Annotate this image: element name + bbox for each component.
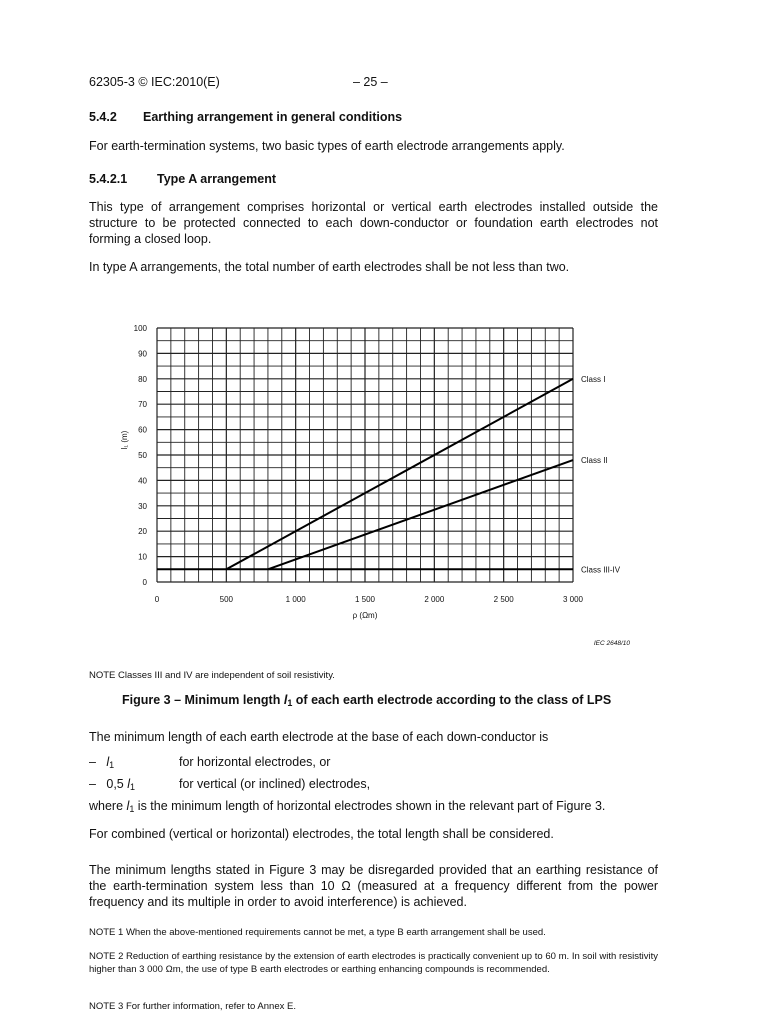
- chart-labels: [120, 375, 630, 647]
- x-tick-label: 500: [219, 595, 234, 604]
- section-number-5-4-2-1: 5.4.2.1: [89, 172, 128, 186]
- paragraph-where: where $l_1$ is the minimum length of horizontal electrodes shown in the relevant part of Figure 3.: [89, 799, 606, 814]
- x-tick-label: 2 500: [493, 595, 514, 604]
- x-tick-label: 0: [154, 595, 160, 604]
- y-tick-label: 10: [138, 552, 147, 562]
- figure-caption-var: l: [283, 693, 288, 707]
- y-tick-label: 50: [138, 451, 147, 460]
- y-tick-label: 60: [138, 425, 147, 435]
- figure-reference: IEC 2648/10: [593, 640, 630, 647]
- y-axis-label: l₁ (m): [120, 430, 129, 450]
- list-item: – 0,5 $l_1$: [89, 777, 136, 792]
- paragraph-min-length: The minimum length of each earth electrode at the base of each down-conductor is: [89, 730, 549, 744]
- figure-note: NOTE Classes III and IV are independent of soil resistivity.: [89, 670, 335, 681]
- figure-caption-prefix: Figure 3 – Minimum length: [122, 693, 284, 707]
- paragraph-type-a-count: In type A arrangements, the total number of earth electrodes shall be not less than two.: [89, 260, 570, 274]
- figure-caption-sub: 1: [287, 698, 293, 708]
- x-tick-label: 2 000: [424, 595, 445, 604]
- y-tick-label: 0: [142, 578, 147, 587]
- section-title-5-4-2-1: Type A arrangement: [157, 172, 277, 186]
- series-label: Class III-IV: [581, 565, 621, 575]
- list-var: l: [106, 755, 110, 769]
- paragraph-intro: For earth-termination systems, two basic types of earth electrode arrangements apply.: [89, 139, 565, 153]
- section-number-5-4-2: 5.4.2: [89, 110, 117, 124]
- series-line: [226, 379, 573, 570]
- note-2: NOTE 2 Reduction of earthing resistance by the extension of earth electrodes is practically convenient up to 60 m. In soil with resistivity higher than 3 000 Ωm, the use of type B earth electrodes or earthing enhancing compounds is recommended.: [89, 951, 658, 975]
- x-tick-label: 3 000: [562, 595, 584, 604]
- chart-grid: [157, 328, 573, 582]
- x-tick-label: 1 000: [285, 595, 306, 604]
- y-tick-label: 40: [138, 476, 147, 486]
- series-label: Class I: [581, 374, 606, 384]
- y-tick-label: 70: [138, 400, 147, 410]
- y-tick-label: 20: [138, 527, 147, 537]
- list-item-text: for horizontal electrodes, or: [179, 755, 331, 769]
- paragraph-disregard: The minimum lengths stated in Figure 3 may be disregarded provided that an earthing resistance of the earth-termination system less than 10 Ω (measured at a frequency different from the power frequency and its multiple in order to avoid interference) is achieved.: [89, 863, 658, 909]
- list-item-text: for vertical (or inclined) electrodes,: [179, 777, 371, 791]
- note-3: NOTE 3 For further information, refer to Annex E.: [89, 1001, 296, 1012]
- list-var: l: [127, 777, 131, 791]
- x-tick-label: 1 500: [354, 595, 376, 604]
- y-tick-label: 90: [138, 349, 147, 359]
- list-bullet: –: [89, 755, 96, 769]
- x-axis-label: ρ (Ωm): [352, 611, 378, 620]
- note-1: NOTE 1 When the above-mentioned requirements cannot be met, a type B earth arrangement shall be used.: [89, 927, 546, 938]
- y-tick-label: 30: [138, 501, 147, 511]
- section-title-5-4-2: Earthing arrangement in general conditions: [143, 110, 403, 124]
- series-label: Class II: [581, 456, 608, 466]
- list-item: – $l_1$: [89, 755, 115, 770]
- paragraph-combined: For combined (vertical or horizontal) electrodes, the total length shall be considered.: [89, 827, 554, 841]
- document-id: 62305-3 © IEC:2010(E): [89, 75, 220, 89]
- y-tick-label: 100: [133, 324, 147, 333]
- list-bullet: –: [89, 777, 96, 791]
- paragraph-type-a-description: This type of arrangement comprises horizontal or vertical earth electrodes installed outside the structure to be protected connected to each down-conductor or foundation earth electrodes not forming a closed loop.: [89, 200, 658, 246]
- y-tick-label: 80: [138, 374, 147, 384]
- page-number: – 25 –: [353, 75, 388, 89]
- figure-caption-suffix: of each earth electrode according to the class of LPS: [292, 693, 612, 707]
- figure-caption: [122, 693, 611, 708]
